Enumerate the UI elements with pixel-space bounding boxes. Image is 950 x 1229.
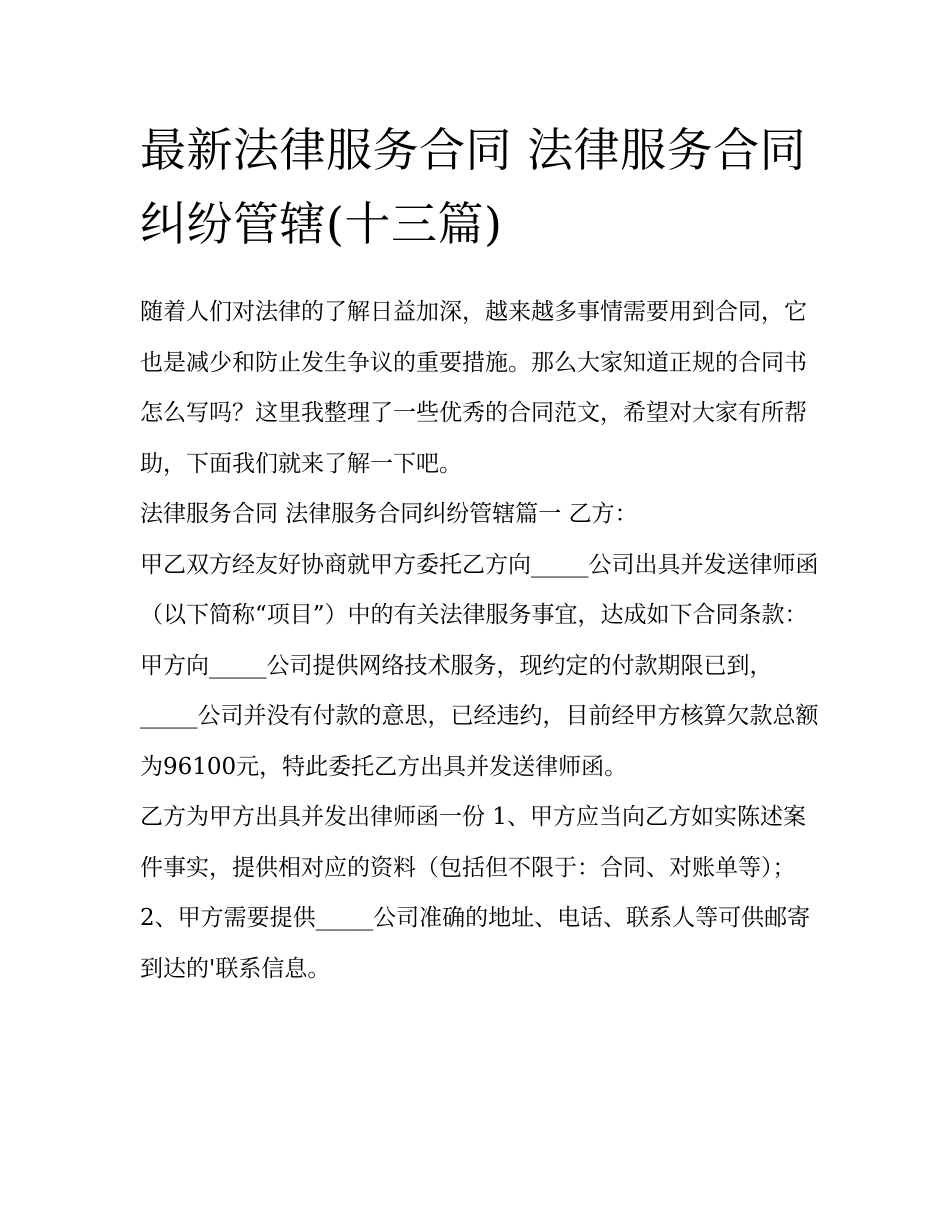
paragraph-clause-1: 乙方为甲方出具并发出律师函一份 1、甲方应当向乙方如实陈述案件事实，提供相对应的资料（包括但不限于：合同、对账单等）； xyxy=(140,804,806,881)
document-title: 最新法律服务合同 法律服务合同纠纷管辖(十三篇) xyxy=(140,123,807,251)
paragraph-background: 甲方向_____公司提供网络技术服务，现约定的付款期限已到，_____公司并没有付款的意思，已经违约，目前经甲方核算欠款总额为96100元，特此委托乙方出具并发送律师函。 xyxy=(140,652,819,780)
document-body xyxy=(140,287,820,994)
paragraph-clause-2: 2、甲方需要提供_____公司准确的地址、电话、联系人等可供邮寄到达的'联系信息。 xyxy=(140,905,811,982)
paragraph-intro: 随着人们对法律的了解日益加深，越来越多事情需要用到合同，它也是减少和防止发生争议的重要措施。那么大家知道正规的合同书怎么写吗？这里我整理了一些优秀的合同范文，希望对大家有所帮助，下面我们就来了解一下吧。 xyxy=(140,299,807,477)
document-content xyxy=(140,113,820,994)
paragraph-heading-chapter-one: 法律服务合同 法律服务合同纠纷管辖篇一 乙方： xyxy=(140,501,638,527)
paragraph-agreement: 甲乙双方经友好协商就甲方委托乙方向_____公司出具并发送律师函（以下简称“项目”）中的有关法律服务事宜，达成如下合同条款： xyxy=(140,551,819,628)
